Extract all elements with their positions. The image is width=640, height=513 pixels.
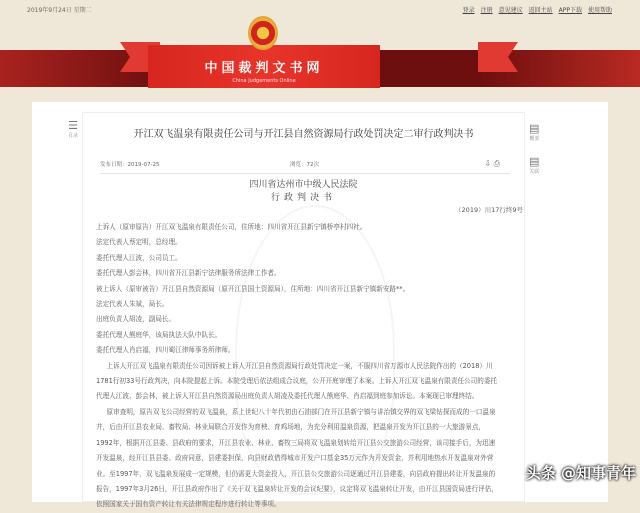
site-title[interactable]: 中国裁判文书网 <box>204 61 324 76</box>
top-links <box>463 5 612 14</box>
document-icon: ▤ <box>529 155 540 168</box>
list-icon: ☰ <box>68 119 78 132</box>
feedback-link[interactable]: 意见建议 <box>498 7 523 14</box>
case-number: （2019）川17行终9号 <box>455 206 523 214</box>
body-paragraph: 原审查明，原告双飞公司经营的双飞温泉，系上世纪八十年代初由石油部门在开江县新宁镇与讲治镇交界的双飞梁钻探而成的一口温泉井，后由开江县农业局、畜牧局、林业局联合开发作为育秧、育鸡场地，为充分利用温泉资源，把温泉开发为开江县的一大旅游景点，1992年，根据开江县委、县政府的要求，开江县农业、林业、畜牧三局将双飞温泉划转给开江县公交旅游公司经营，该司接手后，为迅速开发温泉，经开江县县委、政府同意，县建委担保，向县财政借得城市开发户口基金35万元作为开发资金，并利用地热水开发温泉对外营业。至1997年，双飞温泉发展成一定规模，但仍需更大资金投入，开江县公交旅游公司逐通过开江县建委，向县政府提出转让开发温泉的报告，1997年3月26日，开江县政府作出了《关于双飞温泉转让开发的会议纪要》，议定将双飞温泉转让开发，由开江县国资局进行评估，依照国家关于国有资产转让有关法律规定程序进行转让等事项。 <box>96 407 498 509</box>
summary-label: 概要 <box>529 136 540 142</box>
document-title: 开江双飞温泉有限责任公司与开江县自然资源局行政处罚决定二审行政判决书 <box>133 129 474 140</box>
top-bar <box>0 0 640 14</box>
login-link[interactable]: 登录 <box>462 7 475 14</box>
party-line: 委托代理人肖启福，四川蜀江律师事务所律师。 <box>96 346 235 355</box>
app-download-link[interactable]: APP下载 <box>558 7 582 14</box>
watermark-text: 头条 @知事青年 <box>525 464 636 482</box>
party-line: 委托代理人江波，公司员工。 <box>96 253 182 262</box>
current-date: 2019年9月24日 星期二 <box>27 7 92 14</box>
document-icon: ▤ <box>529 122 540 135</box>
document-actions <box>484 160 500 167</box>
court-emblem-icon <box>248 16 278 50</box>
party-line: 被上诉人（原审被告）开江县自然资源局（原开江县国土资源局），住所地：四川省开江县新宁镇新安路**。 <box>96 284 410 293</box>
toc-label: 目录 <box>68 133 79 139</box>
body-paragraph: 上诉人开江双飞温泉有限责任公司因诉被上诉人开江县自然资源局行政处罚决定一案，不服四川省万源市人民法院作出的（2018）川1781行初33号行政判决，向本院提起上诉。本院受理后依法组成合议庭，公开开庭审理了本案。上诉人开江双飞温泉有限责任公司的委托代理人江波、彭会林，被上诉人开江县自然资源局出庭负责人胡凌及委托代理人熊庭华、肖启福到庭参加诉讼。本案现已审理终结。 <box>96 361 498 401</box>
related-button[interactable] <box>529 156 539 175</box>
party-line: 法定代表人朱斌，局长。 <box>96 300 169 309</box>
download-icon[interactable]: ⇩ <box>484 159 492 168</box>
publish-date: 发布日期：2019-07-25 <box>100 162 160 168</box>
document-body <box>96 220 501 513</box>
court-name: 四川省达州市中级人民法院 <box>249 180 358 190</box>
toc-button[interactable] <box>68 120 78 139</box>
party-line: 上诉人（原审原告）开江双飞温泉有限责任公司，住所地：四川省开江县新宁镇桥亭村四社。 <box>96 223 367 231</box>
register-link[interactable]: 注册 <box>480 7 493 14</box>
print-icon[interactable]: ⎙ <box>493 159 500 168</box>
view-count: 浏览：72次 <box>290 162 319 168</box>
party-line: 出庭负责人胡凌，副局长。 <box>96 315 176 324</box>
party-line: 委托代理人彭会林，四川省开江县新宁法律服务所法律工作者。 <box>96 269 281 278</box>
main-site-link[interactable]: 返回主站 <box>528 7 553 14</box>
party-line: 委托代理人熊庭华，该局执法大队中队长。 <box>96 330 222 339</box>
site-subtitle: China Judgements Online <box>232 78 296 84</box>
related-label: 关联 <box>529 169 540 175</box>
help-link[interactable]: 使用帮助 <box>587 7 612 14</box>
document-kind: 行政判决书 <box>270 193 336 203</box>
summary-button[interactable] <box>529 123 539 142</box>
party-line: 法定代表人蔡定明，总经理。 <box>96 238 182 247</box>
document-meta <box>100 159 510 174</box>
